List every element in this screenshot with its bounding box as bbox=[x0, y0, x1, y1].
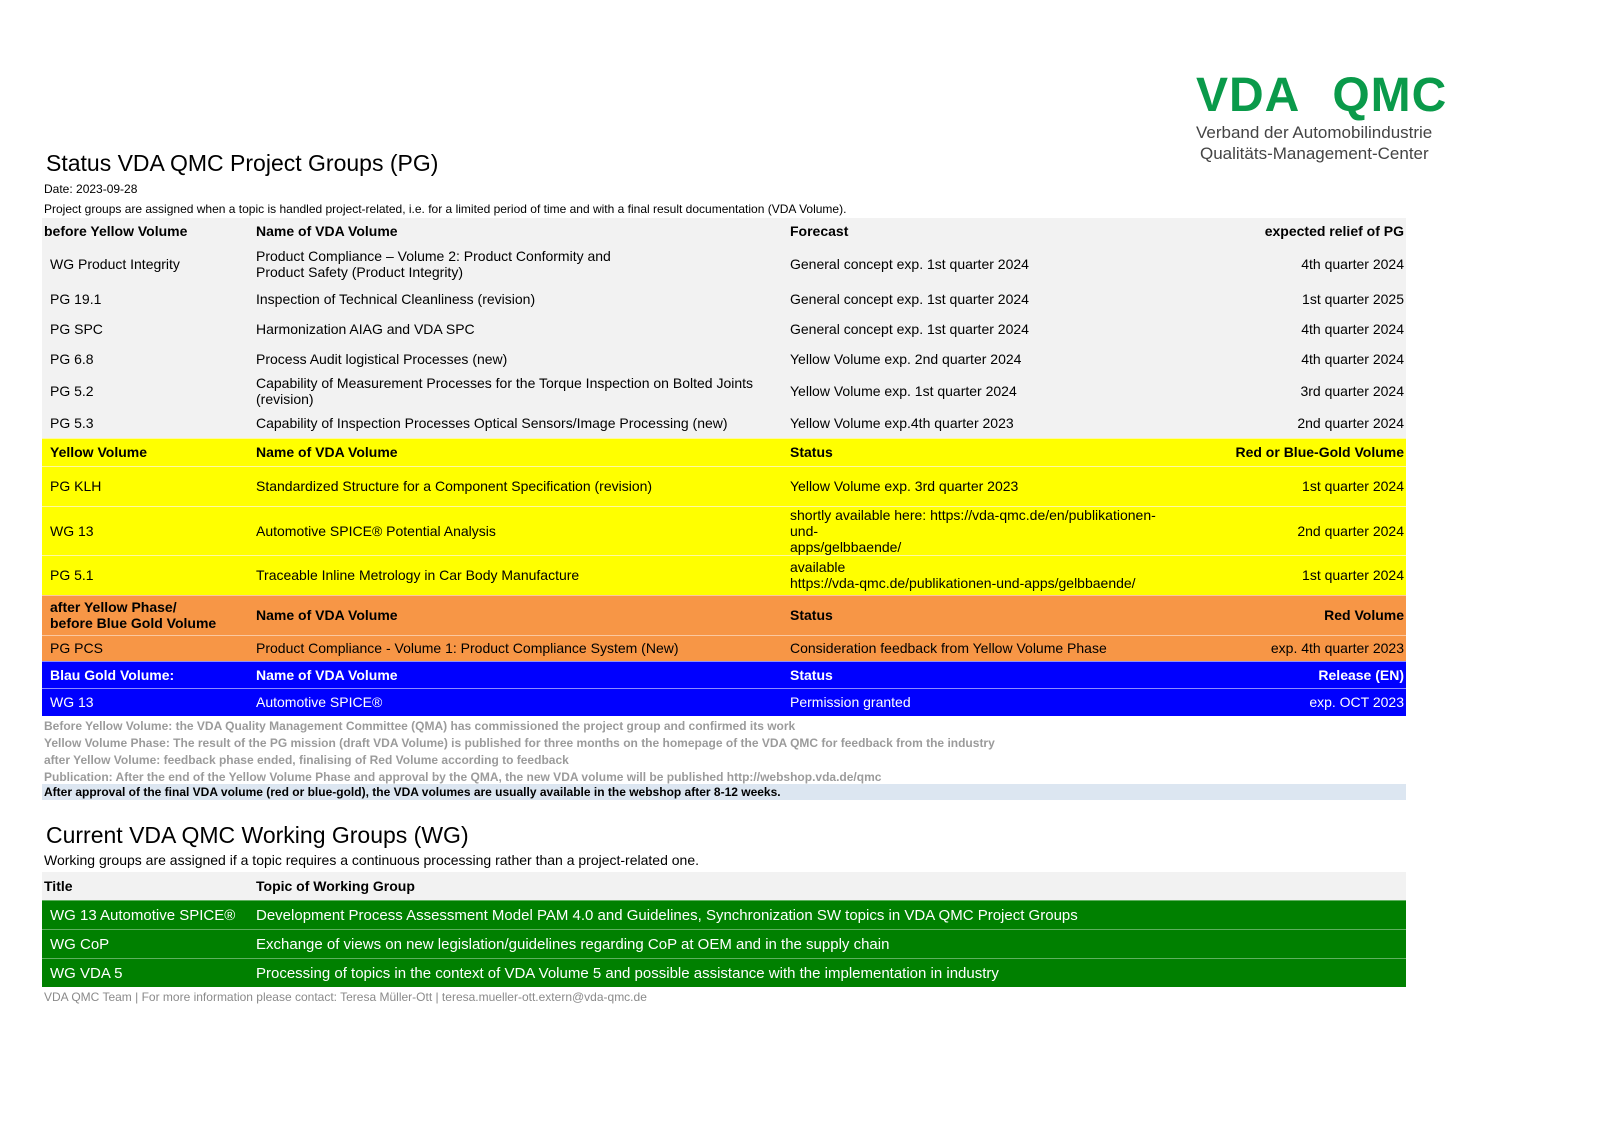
header-red-volume: Red Volume bbox=[1182, 595, 1406, 635]
table-row bbox=[42, 344, 1406, 374]
pg-volume: Harmonization AIAG and VDA SPC bbox=[248, 314, 782, 344]
pg-forecast: Yellow Volume exp. 1st quarter 2024 bbox=[782, 374, 1182, 408]
pg-status-line-1: shortly available here: https://vda-qmc.de/en/publikationen-und- bbox=[790, 506, 1156, 539]
pg-forecast: General concept exp. 1st quarter 2024 bbox=[782, 314, 1182, 344]
logo-line-1: Verband der Automobilindustrie bbox=[1196, 123, 1433, 142]
header-release: Release (EN) bbox=[1182, 661, 1406, 688]
note-before-yellow: Before Yellow Volume: the VDA Quality Management Committee (QMA) has commissioned the project group and confirmed its work bbox=[44, 719, 796, 733]
pg-forecast: General concept exp. 1st quarter 2024 bbox=[782, 244, 1182, 284]
header-status: Status bbox=[782, 595, 1182, 635]
pg-status-line-1: available bbox=[790, 559, 846, 575]
pg-volume bbox=[248, 244, 782, 284]
pg-status: Permission granted bbox=[782, 688, 1182, 716]
pg-group: PG PCS bbox=[42, 635, 248, 661]
table-row bbox=[42, 506, 1406, 555]
pg-volume: Process Audit logistical Processes (new) bbox=[248, 344, 782, 374]
header-topic: Topic of Working Group bbox=[248, 872, 1406, 901]
header-volume-name: Name of VDA Volume bbox=[248, 595, 782, 635]
pg-relief: 2nd quarter 2024 bbox=[1182, 506, 1406, 555]
pg-relief: exp. OCT 2023 bbox=[1182, 688, 1406, 716]
pg-group: PG SPC bbox=[42, 314, 248, 344]
pg-section-title: Status VDA QMC Project Groups (PG) bbox=[46, 150, 439, 176]
header-after-yellow-line-2: before Blue Gold Volume bbox=[50, 615, 217, 631]
table-row bbox=[42, 959, 1406, 988]
pg-volume-line-1: Product Compliance – Volume 2: Product Conformity and bbox=[256, 248, 611, 264]
pg-volume: Automotive SPICE® bbox=[248, 688, 782, 716]
pg-group: WG Product Integrity bbox=[42, 244, 248, 284]
blue-gold-header-row bbox=[42, 661, 1406, 688]
pg-relief: 2nd quarter 2024 bbox=[1182, 408, 1406, 438]
after-yellow-header-row bbox=[42, 595, 1406, 635]
header-before-yellow: before Yellow Volume bbox=[42, 218, 248, 244]
wg-table bbox=[42, 872, 1406, 987]
wg-title: WG VDA 5 bbox=[42, 959, 248, 988]
pg-group: PG 5.2 bbox=[42, 374, 248, 408]
pg-intro: Project groups are assigned when a topic is handled project-related, i.e. for a limited period of time and with a final result documentation (VDA Volume). bbox=[44, 202, 847, 216]
table-row bbox=[42, 284, 1406, 314]
pg-forecast: General concept exp. 1st quarter 2024 bbox=[782, 284, 1182, 314]
webshop-notice bbox=[42, 784, 1406, 800]
footer-contact: VDA QMC Team | For more information please contact: Teresa Müller-Ott | teresa.mueller-ott.extern@vda-qmc.de bbox=[44, 990, 647, 1004]
table-row bbox=[42, 930, 1406, 959]
pg-status-line-2: apps/gelbbaende/ bbox=[790, 538, 902, 555]
webshop-notice-text: After approval of the final VDA volume (red or blue-gold), the VDA volumes are usually available in the webshop after 8-12 weeks. bbox=[44, 785, 781, 799]
wg-header-row bbox=[42, 872, 1406, 901]
logo-mark-left: VDA bbox=[1196, 69, 1301, 122]
pg-volume: Capability of Inspection Processes Optical Sensors/Image Processing (new) bbox=[248, 408, 782, 438]
table-row bbox=[42, 314, 1406, 344]
logo-mark-right: QMC bbox=[1332, 69, 1448, 122]
pg-relief: 4th quarter 2024 bbox=[1182, 244, 1406, 284]
table-row bbox=[42, 244, 1406, 284]
pg-status bbox=[782, 466, 1182, 506]
pg-group: PG 5.1 bbox=[42, 555, 248, 595]
table-row bbox=[42, 408, 1406, 438]
table-row bbox=[42, 555, 1406, 595]
pg-group: PG KLH bbox=[42, 466, 248, 506]
table-row bbox=[42, 374, 1406, 408]
header-forecast: Forecast bbox=[782, 218, 1182, 244]
logo-subtitle bbox=[1196, 122, 1486, 164]
pg-relief: exp. 4th quarter 2023 bbox=[1182, 635, 1406, 661]
pg-forecast: Yellow Volume exp.4th quarter 2023 bbox=[782, 408, 1182, 438]
wg-intro: Working groups are assigned if a topic requires a continuous processing rather than a project-related one. bbox=[44, 852, 700, 868]
pg-volume-line-2: (revision) bbox=[256, 391, 314, 407]
pg-volume: Inspection of Technical Cleanliness (revision) bbox=[248, 284, 782, 314]
logo-mark bbox=[1196, 70, 1486, 122]
header-blue-gold: Blau Gold Volume: bbox=[42, 661, 248, 688]
wg-topic: Processing of topics in the context of VDA Volume 5 and possible assistance with the implementation in industry bbox=[248, 959, 1406, 988]
header-status: Status bbox=[782, 438, 1182, 466]
header-title: Title bbox=[42, 872, 248, 901]
pg-group: PG 5.3 bbox=[42, 408, 248, 438]
header-expected-relief: expected relief of PG bbox=[1182, 218, 1406, 244]
pg-group: WG 13 bbox=[42, 688, 248, 716]
pg-volume-line-1: Capability of Measurement Processes for the Torque Inspection on Bolted Joints bbox=[256, 375, 754, 391]
logo-line-2: Qualitäts-Management-Center bbox=[1200, 144, 1429, 163]
wg-topic: Development Process Assessment Model PAM 4.0 and Guidelines, Synchronization SW topics in VDA QMC Project Groups bbox=[248, 901, 1406, 930]
pg-relief: 4th quarter 2024 bbox=[1182, 344, 1406, 374]
pg-status-line-1: Yellow Volume exp. 3rd quarter 2023 bbox=[790, 478, 1019, 494]
pg-notes bbox=[44, 718, 995, 786]
pg-date: Date: 2023-09-28 bbox=[44, 182, 138, 196]
wg-title: WG 13 Automotive SPICE® bbox=[42, 901, 248, 930]
pg-forecast: Yellow Volume exp. 2nd quarter 2024 bbox=[782, 344, 1182, 374]
pg-volume-line-2: Product Safety (Product Integrity) bbox=[256, 264, 463, 280]
pg-volume bbox=[248, 374, 782, 408]
table-row bbox=[42, 466, 1406, 506]
note-publication: Publication: After the end of the Yellow Volume Phase and approval by the QMA, the new VDA volume will be published http://webshop.vda.de/qmc bbox=[44, 770, 882, 784]
wg-section-title: Current VDA QMC Working Groups (WG) bbox=[46, 822, 469, 848]
pg-relief: 1st quarter 2024 bbox=[1182, 466, 1406, 506]
pg-volume: Standardized Structure for a Component Specification (revision) bbox=[248, 466, 782, 506]
header-volume-name: Name of VDA Volume bbox=[248, 438, 782, 466]
header-volume-name: Name of VDA Volume bbox=[248, 218, 782, 244]
pg-relief: 1st quarter 2024 bbox=[1182, 555, 1406, 595]
pg-status-table bbox=[42, 218, 1406, 716]
wg-topic: Exchange of views on new legislation/guidelines regarding CoP at OEM and in the supply chain bbox=[248, 930, 1406, 959]
pg-relief: 1st quarter 2025 bbox=[1182, 284, 1406, 314]
note-after-yellow: after Yellow Volume: feedback phase ended, finalising of Red Volume according to feedback bbox=[44, 753, 569, 767]
table-row bbox=[42, 688, 1406, 716]
pg-volume: Traceable Inline Metrology in Car Body Manufacture bbox=[248, 555, 782, 595]
pg-relief: 3rd quarter 2024 bbox=[1182, 374, 1406, 408]
table-row bbox=[42, 901, 1406, 930]
yellow-header-row bbox=[42, 438, 1406, 466]
pg-relief: 4th quarter 2024 bbox=[1182, 314, 1406, 344]
header-volume-name: Name of VDA Volume bbox=[248, 661, 782, 688]
wg-title: WG CoP bbox=[42, 930, 248, 959]
vda-qmc-logo bbox=[1196, 70, 1486, 164]
table-row bbox=[42, 635, 1406, 661]
note-yellow-phase: Yellow Volume Phase: The result of the PG mission (draft VDA Volume) is published for three months on the homepage of the VDA QMC for feedback from the industry bbox=[44, 736, 995, 750]
before-yellow-header-row bbox=[42, 218, 1406, 244]
pg-status: Consideration feedback from Yellow Volume Phase bbox=[782, 635, 1182, 661]
pg-group: PG 6.8 bbox=[42, 344, 248, 374]
pg-status bbox=[782, 506, 1182, 555]
pg-group: WG 13 bbox=[42, 506, 248, 555]
pg-volume: Automotive SPICE® Potential Analysis bbox=[248, 506, 782, 555]
pg-volume: Product Compliance - Volume 1: Product Compliance System (New) bbox=[248, 635, 782, 661]
header-status: Status bbox=[782, 661, 1182, 688]
pg-group: PG 19.1 bbox=[42, 284, 248, 314]
pg-status-line-2: https://vda-qmc.de/publikationen-und-apps/gelbbaende/ bbox=[790, 575, 1136, 591]
pg-status bbox=[782, 555, 1182, 595]
header-red-or-blue-gold: Red or Blue-Gold Volume bbox=[1182, 438, 1406, 466]
header-after-yellow-line-1: after Yellow Phase/ bbox=[50, 599, 177, 615]
header-yellow-volume: Yellow Volume bbox=[42, 438, 248, 466]
header-after-yellow bbox=[42, 595, 248, 635]
